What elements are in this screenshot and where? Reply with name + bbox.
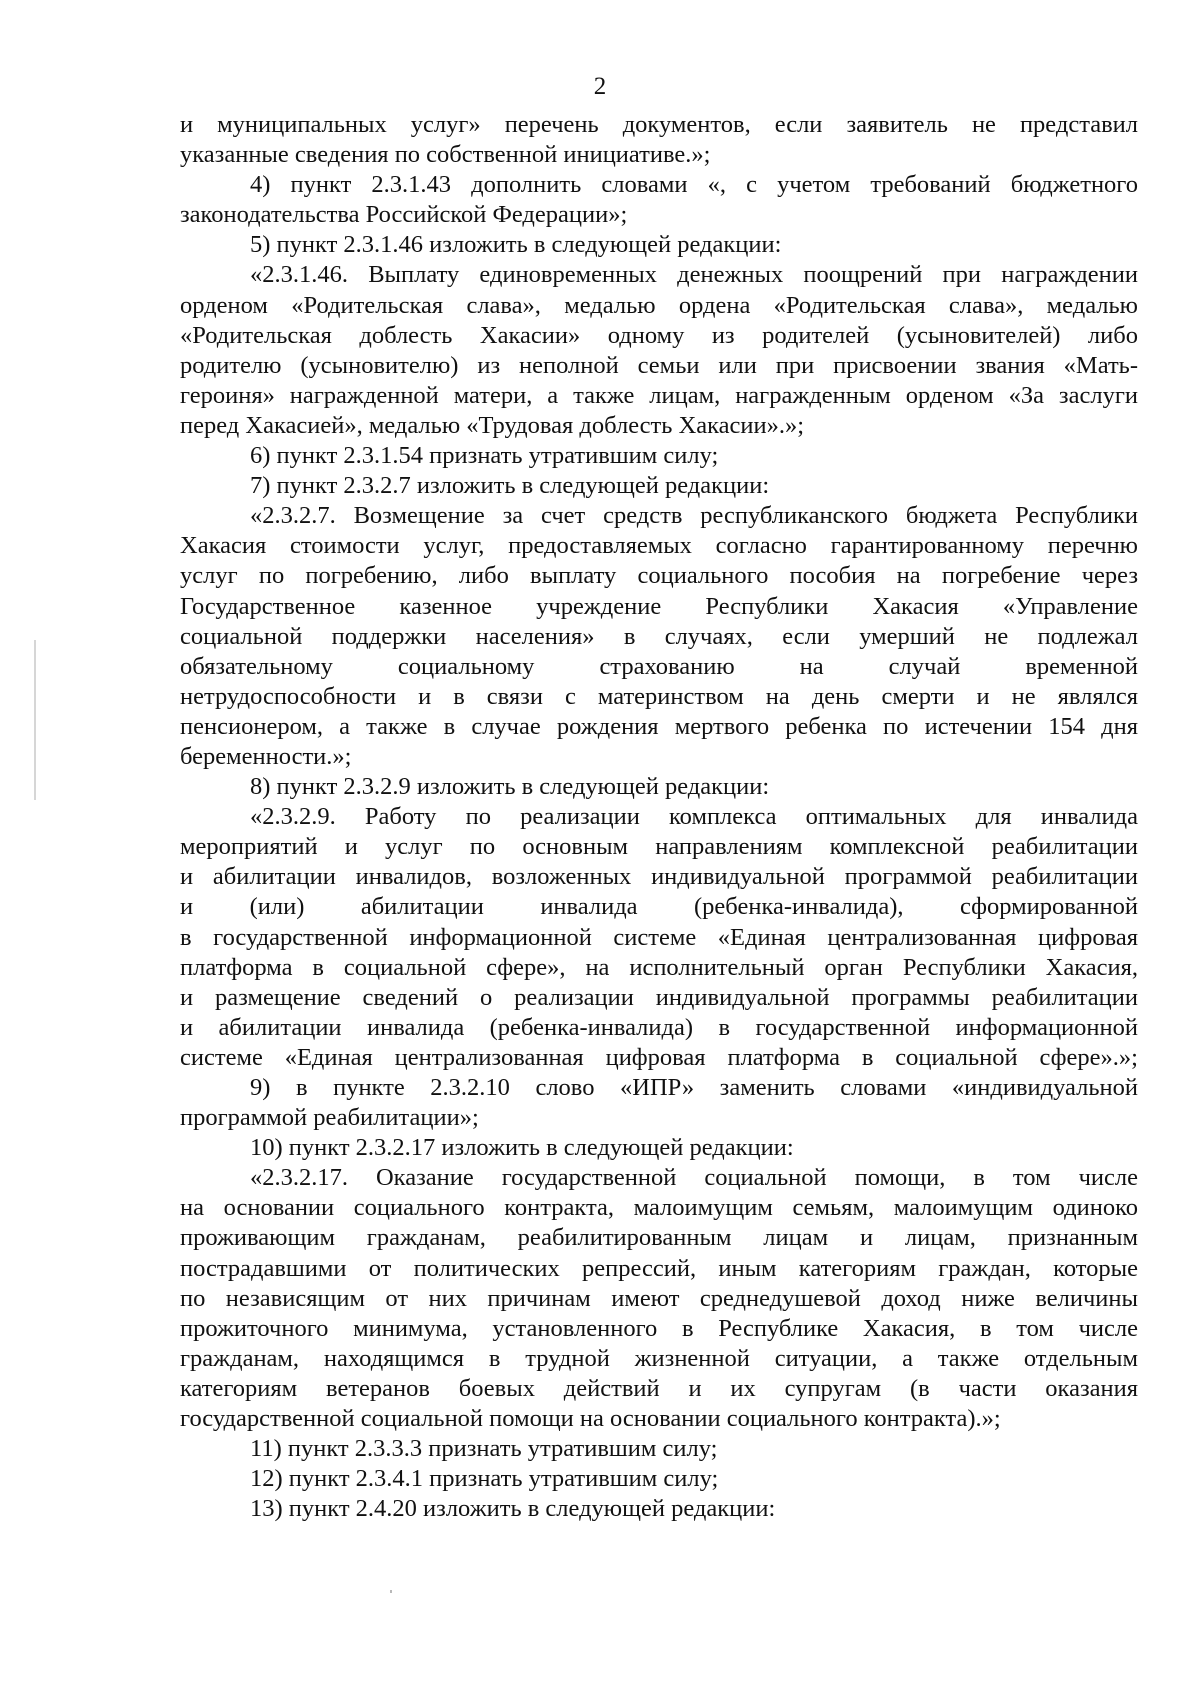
text-line: героиня» награжденной матери, а также лицам, награжденным орденом «За заслуги [180,381,1138,409]
text-line: «2.3.2.9. Работу по реализации комплекса оптимальных для инвалида [250,803,1138,831]
text-line: и размещение сведений о реализации индивидуальной программы реабилитации [180,983,1138,1011]
document-body [180,110,1138,1524]
text-line: орденом «Родительская слава», медалью ордена «Родительская слава», медалью [180,291,1138,319]
text-line: и абилитации инвалида (ребенка-инвалида) в государственной информационной [180,1013,1138,1041]
text-line: проживающим гражданам, реабилитированным лицам и лицам, признанным [180,1224,1138,1252]
text-line: и муниципальных услуг» перечень документов, если заявитель не представил [180,111,1138,138]
page-number: 2 [593,73,607,100]
text-line: мероприятий и услуг по основным направлениям комплексной реабилитации [180,833,1138,861]
text-line: и (или) абилитации инвалида (ребенка-инвалида), сформированной [180,893,1138,921]
text-line: и абилитации инвалидов, возложенных индивидуальной программой реабилитации [180,863,1138,891]
text-line: государственной социальной помощи на основании социального контракта).»; [180,1405,1001,1433]
text-line: 13) пункт 2.4.20 изложить в следующей редакции: [250,1495,776,1523]
text-line: в государственной информационной системе «Единая централизованная цифровая [180,923,1138,951]
text-line: законодательства Российской Федерации»; [180,201,628,229]
text-line: гражданам, находящимся в трудной жизненной ситуации, а также отдельным [180,1344,1138,1372]
scan-artifact [390,1590,392,1593]
text-line: категориям ветеранов боевых действий и их супругам (в части оказания [180,1374,1138,1402]
text-line: на основании социального контракта, малоимущим семьям, малоимущим одиноко [180,1194,1138,1222]
text-line: «2.3.2.7. Возмещение за счет средств республиканского бюджета Республики [250,502,1138,530]
text-line: Государственное казенное учреждение Республики Хакасия «Управление [180,592,1138,620]
text-line: пенсионером, а также в случае рождения мертвого ребенка по истечении 154 дня [180,712,1138,740]
text-line: 10) пункт 2.3.2.17 изложить в следующей редакции: [250,1134,794,1162]
text-line: платформа в социальной сфере», на исполнительный орган Республики Хакасия, [180,953,1138,981]
text-line: системе «Единая централизованная цифровая платформа в социальной сфере».»; [180,1043,1138,1071]
text-line: обязательному социальному страхованию на случай временной [180,652,1138,680]
text-line: 12) пункт 2.3.4.1 признать утратившим силу; [250,1465,719,1493]
text-line: 11) пункт 2.3.3.3 признать утратившим силу; [250,1435,718,1463]
text-line: прожиточного минимума, установленного в Республике Хакасия, в том числе [180,1314,1138,1342]
scan-artifact [34,640,36,800]
text-line: 4) пункт 2.3.1.43 дополнить словами «, с учетом требований бюджетного [250,171,1138,199]
text-line: социальной поддержки населения» в случаях, если умерший не подлежал [180,622,1138,650]
text-line: указанные сведения по собственной инициативе.»; [180,141,711,169]
text-line: 7) пункт 2.3.2.7 изложить в следующей редакции: [250,472,770,500]
text-line: услуг по погребению, либо выплату социального пособия на погребение через [180,562,1138,590]
text-line: по независящим от них причинам имеют среднедушевой доход ниже величины [180,1284,1138,1312]
text-line: «2.3.2.17. Оказание государственной социальной помощи, в том числе [250,1164,1138,1192]
text-line: родителю (усыновителю) из неполной семьи или при присвоении звания «Мать- [180,351,1138,379]
text-line: Хакасия стоимости услуг, предоставляемых согласно гарантированному перечню [180,532,1138,560]
text-line: 8) пункт 2.3.2.9 изложить в следующей редакции: [250,773,770,801]
text-line: беременности.»; [180,742,352,770]
text-line: нетрудоспособности и в связи с материнством на день смерти и не являлся [180,682,1138,710]
text-line: программой реабилитации»; [180,1104,479,1132]
text-line: «2.3.1.46. Выплату единовременных денежных поощрений при награждении [250,261,1138,289]
text-line: «Родительская доблесть Хакасии» одному из родителей (усыновителей) либо [180,321,1138,349]
text-line: 9) в пункте 2.3.2.10 слово «ИПР» заменить словами «индивидуальной [250,1074,1138,1101]
text-line: 6) пункт 2.3.1.54 признать утратившим силу; [250,442,719,470]
text-line: перед Хакасией», медалью «Трудовая доблесть Хакасии».»; [180,411,805,439]
text-line: 5) пункт 2.3.1.46 изложить в следующей редакции: [250,231,782,259]
text-line: пострадавшими от политических репрессий, иным категориям граждан, которые [180,1254,1138,1282]
